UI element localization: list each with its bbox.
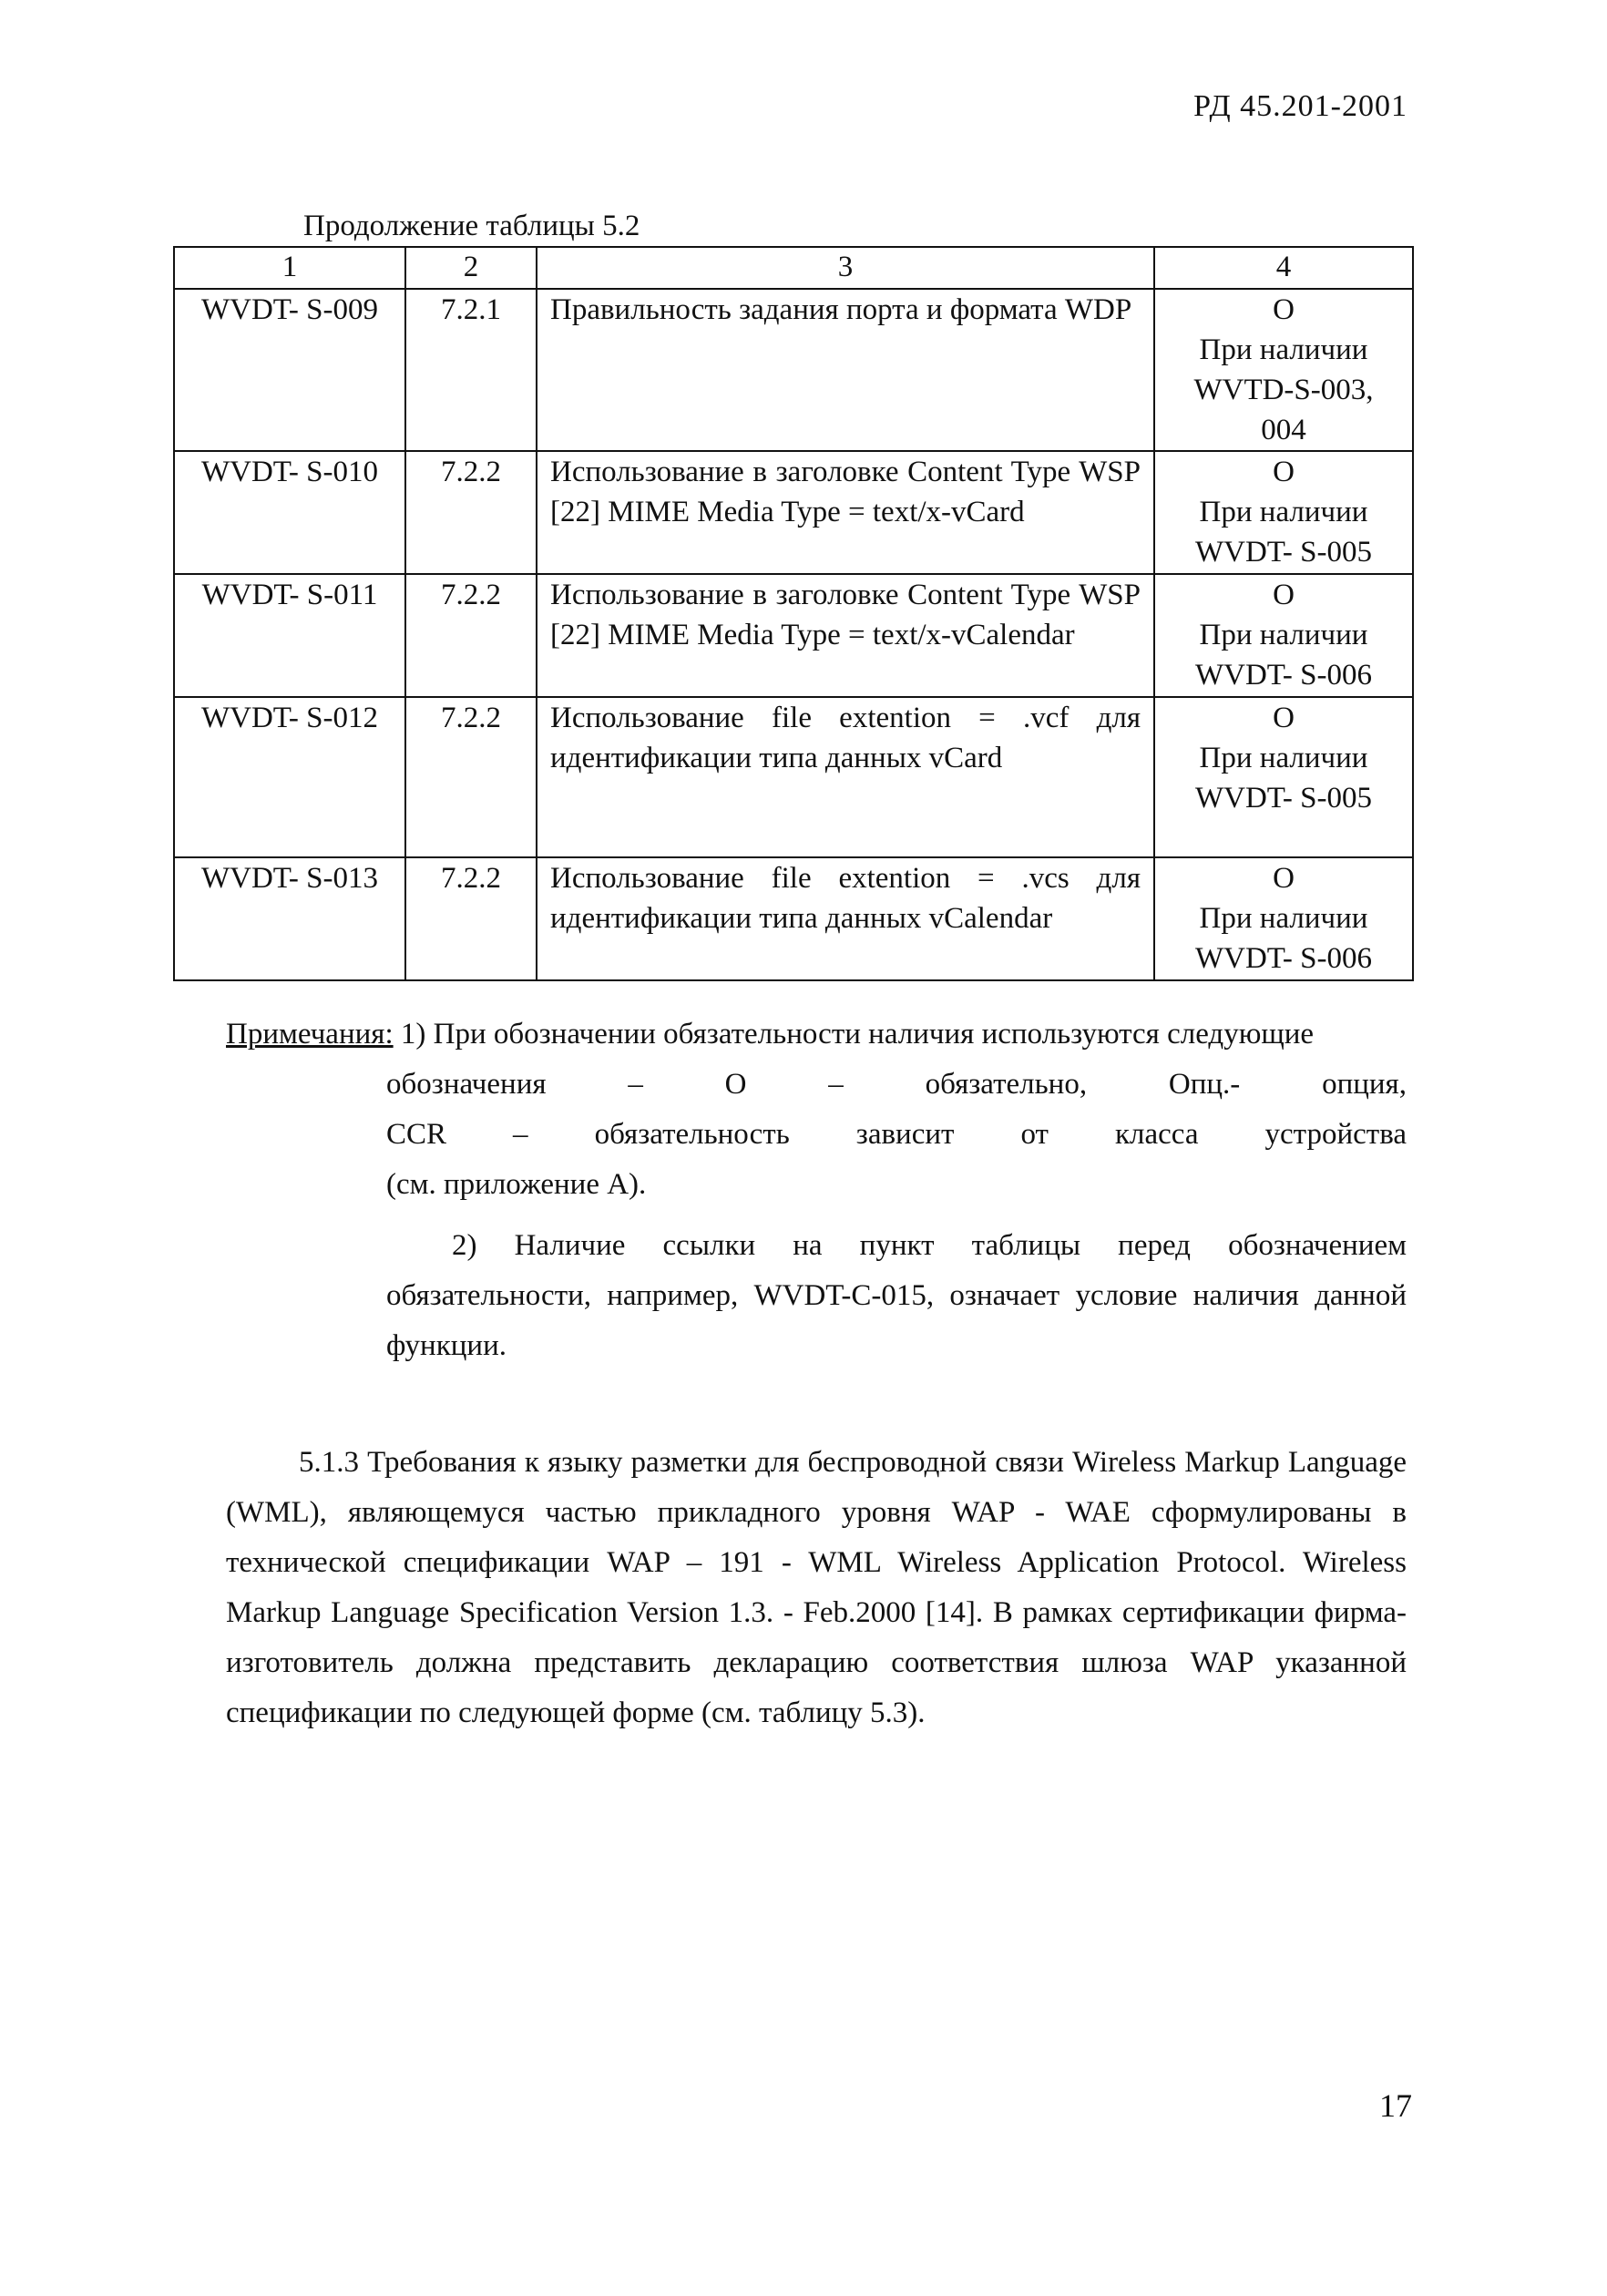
note-1-line-2: обозначения – О – обязательно, Опц.- опция, [386, 1068, 1407, 1101]
row-status: O [1273, 293, 1295, 326]
row-condition: При наличии [1199, 496, 1368, 528]
row-description: Использование в заголовке Content Type WSP [22] MIME Media Type = text/x-vCalendar [537, 574, 1154, 697]
column-header: 1 [174, 247, 405, 289]
row-status: O [1273, 702, 1295, 734]
row-status-cell [1154, 697, 1413, 857]
notes-block [226, 1010, 1407, 1371]
table-row [174, 857, 1413, 980]
row-id: WVDT- S-010 [174, 451, 405, 574]
table-row [174, 451, 1413, 574]
row-condition: При наличии [1199, 742, 1368, 774]
note-1-line-4: (см. приложение А). [386, 1168, 647, 1201]
row-status: O [1273, 579, 1295, 611]
row-description: Правильность задания порта и формата WDP [537, 289, 1154, 451]
row-reference: WVDT- S-006 [1194, 659, 1373, 692]
note-1-line-3: CCR – обязательность зависит от класса устройства [386, 1118, 1407, 1151]
note-1-line-1 [226, 1010, 1407, 1060]
table-header-row [174, 247, 1413, 289]
notes-label: Примечания: [226, 1018, 394, 1051]
row-clause: 7.2.2 [405, 574, 537, 697]
row-clause: 7.2.1 [405, 289, 537, 451]
row-status-cell [1154, 451, 1413, 574]
row-clause: 7.2.2 [405, 857, 537, 980]
column-header: 2 [405, 247, 537, 289]
section-5-1-3-paragraph: 5.1.3 Требования к языку разметки для беспроводной связи Wireless Markup Language (WML), являющемуся частью прикладного уровня WAP - WAE сформулированы в технической спецификации WAP – 191 - WML Wireless Application Protocol. Wireless Markup Language Specification Version 1.3. - Feb.2000 [14]. В рамках сертификации фирма-изготовитель должна представить декларацию соответствия шлюза WAP указанной спецификации по следующей форме (см. таблицу 5.3). [226, 1446, 1407, 1729]
column-header: 3 [537, 247, 1154, 289]
row-id: WVDT- S-013 [174, 857, 405, 980]
row-condition: При наличии [1199, 619, 1368, 651]
row-status-cell [1154, 289, 1413, 451]
row-description: Использование file extention = .vcs для идентификации типа данных vCalendar [537, 857, 1154, 980]
note-1-lead: 1) При обозначении обязательности наличия используются следующие [400, 1018, 1315, 1051]
row-reference: WVDT- S-006 [1194, 942, 1373, 975]
row-clause: 7.2.2 [405, 697, 537, 857]
row-status-cell [1154, 857, 1413, 980]
row-description: Использование file extention = .vcf для идентификации типа данных vCard [537, 697, 1154, 857]
column-header: 4 [1154, 247, 1413, 289]
row-status: O [1273, 456, 1295, 488]
page-number: 17 [1379, 2087, 1412, 2124]
table-row [174, 289, 1413, 451]
row-id: WVDT- S-011 [174, 574, 405, 697]
document-code: РД 45.201-2001 [1193, 89, 1407, 123]
note-2: 2) Наличие ссылки на пункт таблицы перед обозначением обязательности, например, WVDT-C-015, означает условие наличия данной функции. [386, 1229, 1407, 1362]
row-status: O [1273, 862, 1295, 895]
row-condition: При наличии [1199, 902, 1368, 935]
row-reference: WVTD-S-003, 004 [1193, 374, 1374, 446]
row-id: WVDT- S-012 [174, 697, 405, 857]
row-description: Использование в заголовке Content Type WSP [22] MIME Media Type = text/x-vCard [537, 451, 1154, 574]
table-caption: Продолжение таблицы 5.2 [303, 210, 640, 242]
row-clause: 7.2.2 [405, 451, 537, 574]
row-id: WVDT- S-009 [174, 289, 405, 451]
table-row [174, 697, 1413, 857]
table-row [174, 574, 1413, 697]
requirements-table [173, 246, 1414, 981]
row-condition: При наличии [1199, 333, 1368, 366]
row-status-cell [1154, 574, 1413, 697]
row-reference: WVDT- S-005 [1194, 782, 1373, 815]
row-reference: WVDT- S-005 [1194, 536, 1373, 569]
